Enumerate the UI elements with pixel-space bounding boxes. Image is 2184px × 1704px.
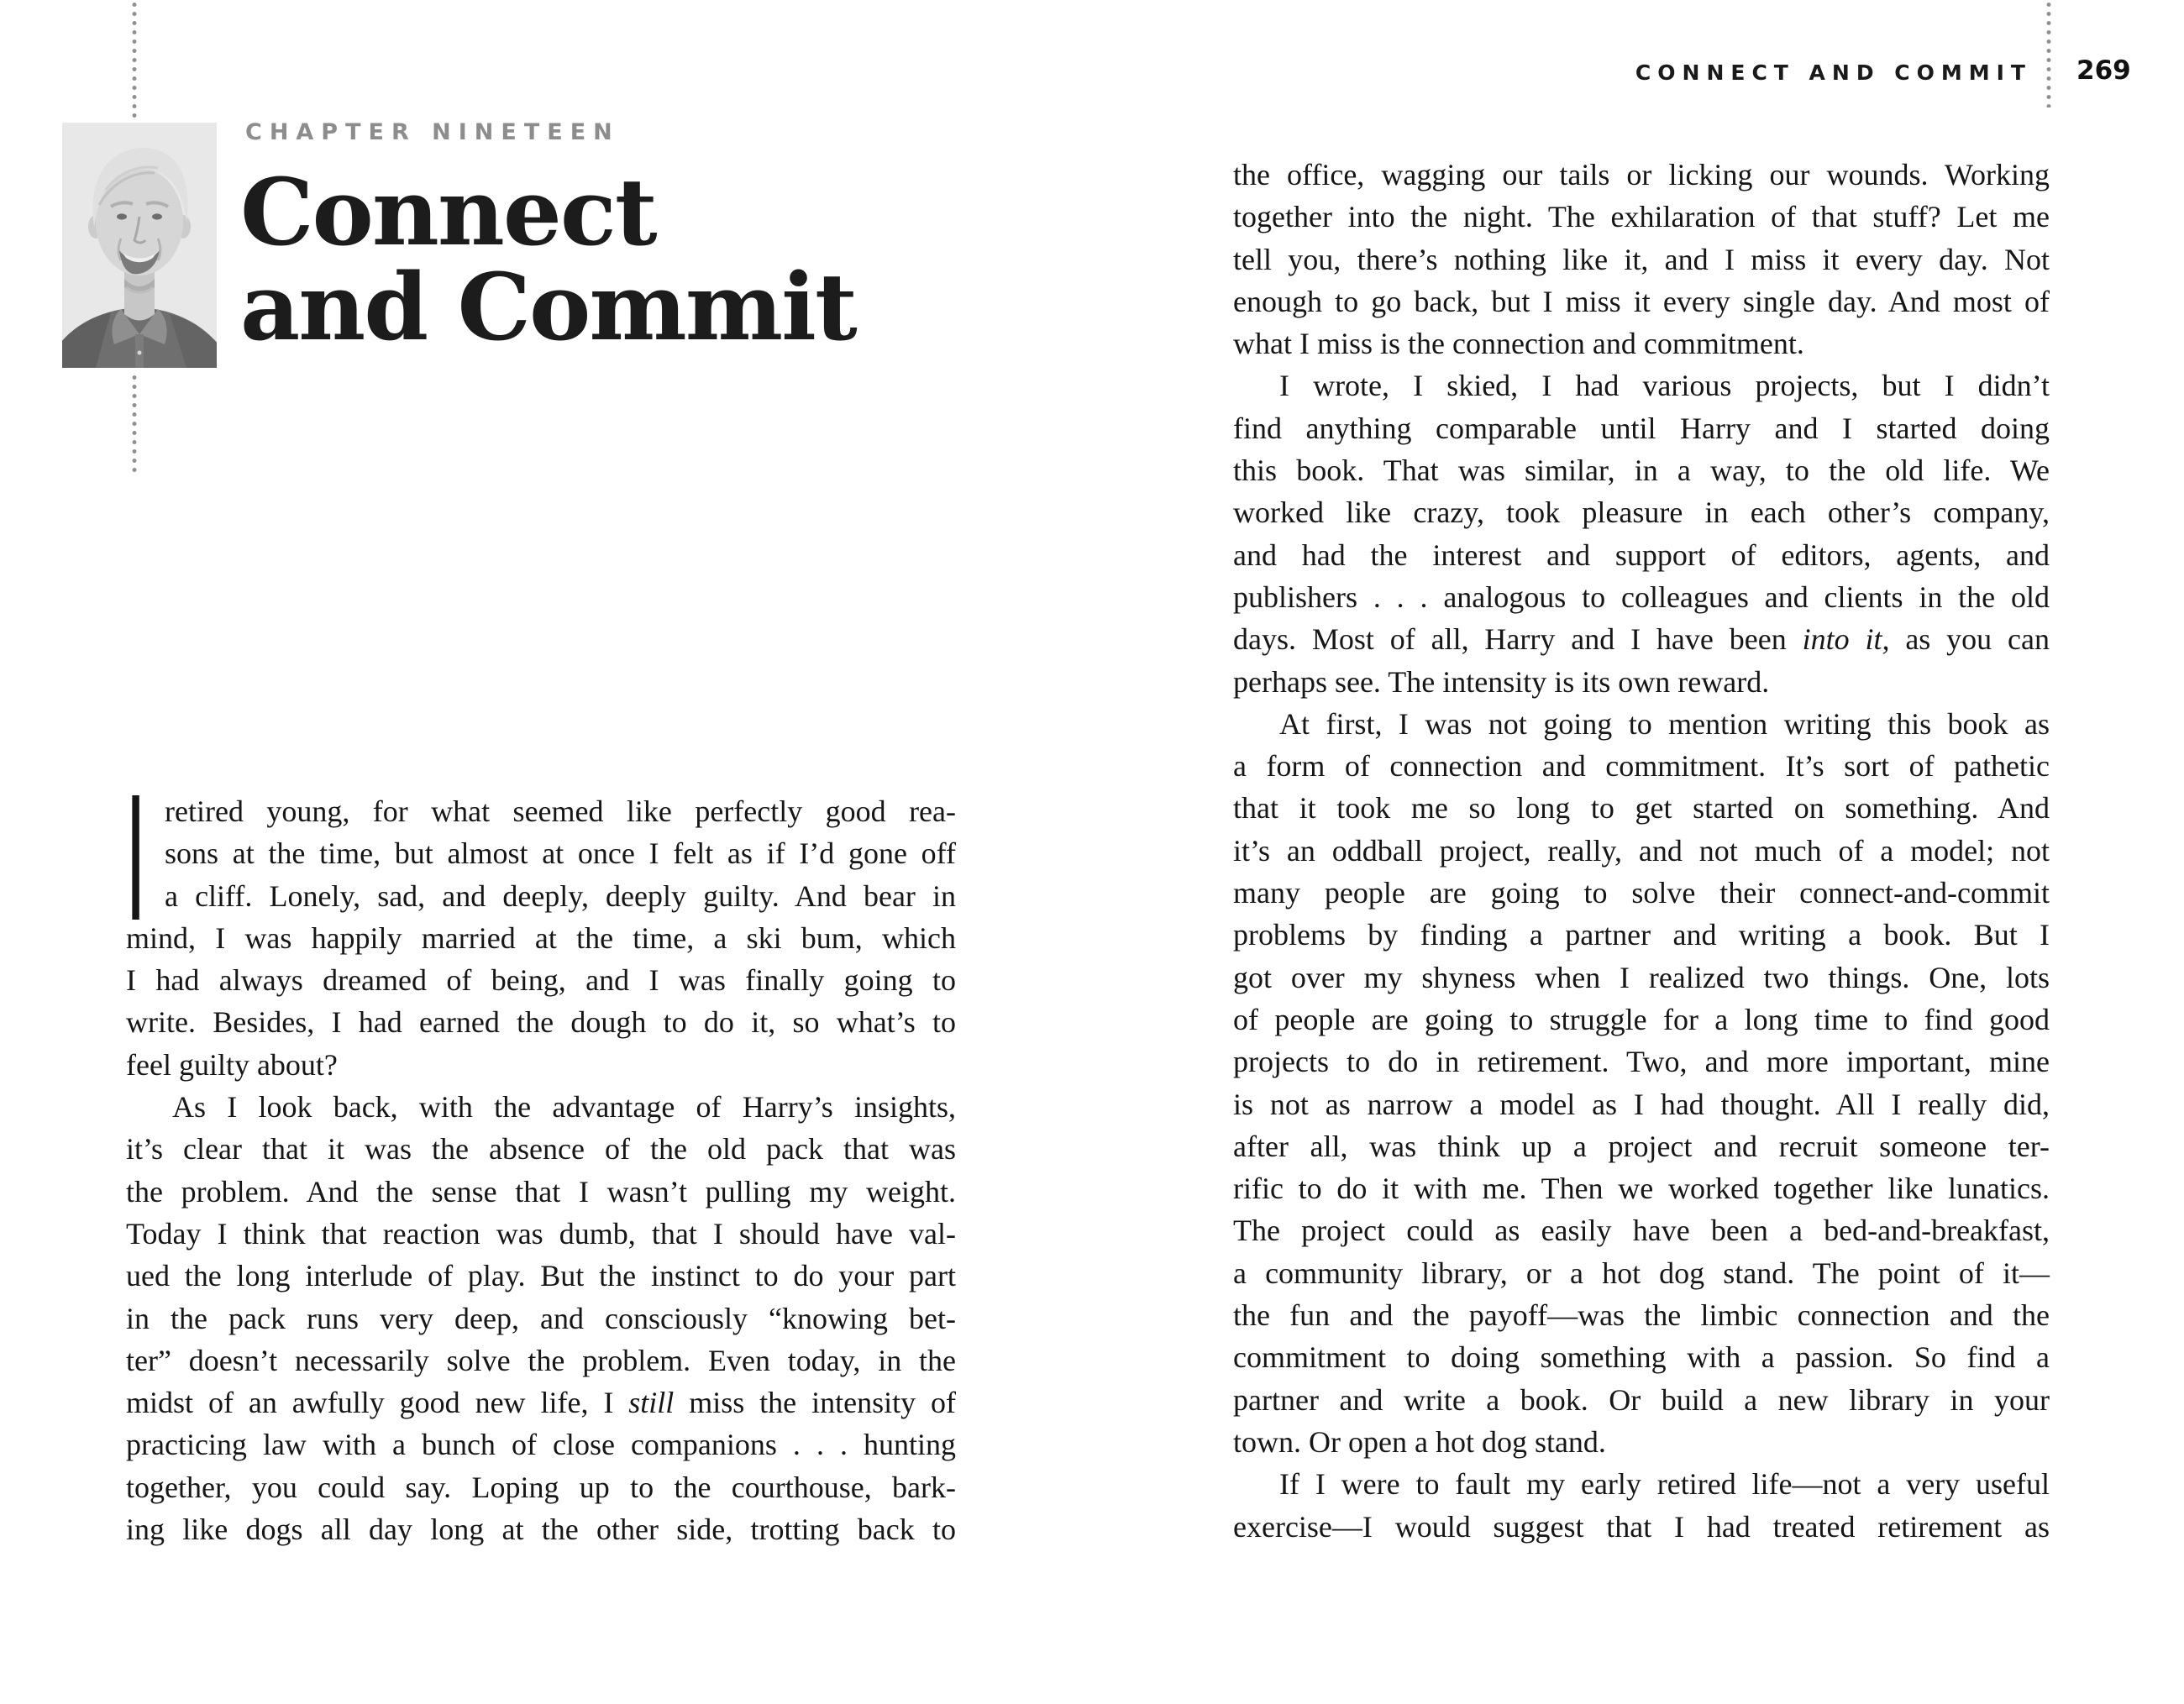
portrait-photo <box>62 123 217 368</box>
text-line: publishers . . . analogous to colleagues and clients in the old <box>1233 579 2050 614</box>
text-line: in the pack runs very deep, and consciously “knowing bet- <box>126 1301 956 1335</box>
text-line: exercise—I would suggest that I had treated retirement as <box>1233 1509 2050 1544</box>
text-line: tell you, there’s nothing like it, and I miss it every day. Not <box>1233 242 2050 276</box>
text-line: write. Besides, I had earned the dough to do it, so what’s to <box>126 1005 956 1040</box>
text-line: enough to go back, but I miss it every single day. And most of <box>1233 284 2050 318</box>
text-line: At first, I was not going to mention writing this book as <box>1279 706 2050 741</box>
text-line: the office, wagging our tails or licking our wounds. Working <box>1233 158 2050 191</box>
text-line: the fun and the payoff—was the limbic connection and the <box>1233 1298 2050 1333</box>
text-line: ing like dogs all day long at the other side, trotting back to <box>126 1513 956 1547</box>
text-line: days. Most of all, Harry and I have been into it, as you can <box>1233 622 2050 657</box>
text-line: sons at the time, but almost at once I felt as if I’d gone off <box>165 836 956 871</box>
text-line: I had always dreamed of being, and I was finally going to <box>126 963 956 998</box>
drop-cap-initial: I <box>125 762 147 960</box>
text-line: of people are going to struggle for a long time to find good <box>1233 1002 2050 1036</box>
text-line: a community library, or a hot dog stand. The point of it— <box>1233 1256 2050 1290</box>
text-line: is not as narrow a model as I had thought. All I really did, <box>1233 1087 2050 1121</box>
text-line: The project could as easily have been a bed-and-breakfast, <box>1233 1214 2050 1248</box>
right-text-column <box>1233 154 2050 1548</box>
portrait-illustration <box>62 123 217 368</box>
text-line: Today I think that reaction was dumb, that I should have val- <box>126 1216 956 1250</box>
text-line: partner and write a book. Or build a new library in your <box>1233 1382 2050 1417</box>
page-number: 269 <box>2076 55 2131 86</box>
text-line: problems by finding a partner and writing a book. But I <box>1233 918 2050 952</box>
text-line: after all, was think up a project and recruit someone ter- <box>1233 1129 2050 1163</box>
text-line: together, you could say. Loping up to the courthouse, bark- <box>126 1470 956 1504</box>
text-line: If I were to fault my early retired life—not a very useful <box>1279 1467 2050 1502</box>
text-line: town. Or open a hot dog stand. <box>1233 1424 1606 1459</box>
text-line: practicing law with a bunch of close companions . . . hunting <box>126 1428 956 1462</box>
text-line: As I look back, with the advantage of Harry’s insights, <box>172 1090 956 1125</box>
chapter-title-line1: Connect <box>240 158 656 266</box>
text-line: I wrote, I skied, I had various projects, but I didn’t <box>1279 369 2050 403</box>
text-line: got over my shyness when I realized two things. One, lots <box>1233 960 2050 994</box>
dotted-rule-header <box>2045 0 2052 107</box>
chapter-title <box>240 158 856 361</box>
text-line: rific to do it with me. Then we worked together like lunatics. <box>1233 1172 2050 1206</box>
text-line: commitment to doing something with a passion. So find a <box>1233 1340 2050 1375</box>
chapter-label: CHAPTER NINETEEN <box>245 119 620 145</box>
text-line: what I miss is the connection and commitment. <box>1233 327 1804 361</box>
text-line: feel guilty about? <box>126 1047 338 1082</box>
text-line: this book. That was similar, in a way, to the old life. We <box>1233 454 2050 488</box>
text-line: find anything comparable until Harry and I started doing <box>1233 411 2050 445</box>
text-line: ter” doesn’t necessarily solve the problem. Even today, in the <box>126 1343 956 1377</box>
text-line: mind, I was happily married at the time, a ski bum, which <box>126 920 956 955</box>
chapter-title-line2: and Commit <box>240 253 856 361</box>
text-line: it’s clear that it was the absence of the old pack that was <box>126 1132 956 1167</box>
text-line: projects to do in retirement. Two, and more important, mine <box>1233 1045 2050 1079</box>
text-line: midst of an awfully good new life, I still miss the intensity of <box>126 1386 956 1420</box>
running-header-title: CONNECT AND COMMIT <box>1635 60 2032 85</box>
text-line: it’s an oddball project, really, and not much of a model; not <box>1233 833 2050 868</box>
left-text-column <box>125 762 956 1550</box>
text-line: a form of connection and commitment. It’s sort of pathetic <box>1233 749 2050 784</box>
text-line: retired young, for what seemed like perfectly good rea- <box>165 794 956 828</box>
text-line: that it took me so long to get started on something. And <box>1233 791 2050 826</box>
text-line: and had the interest and support of editors, agents, and <box>1233 537 2050 572</box>
text-line: ued the long interlude of play. But the instinct to do your part <box>126 1259 956 1293</box>
dotted-rule-top-left <box>131 0 138 118</box>
text-line: many people are going to solve their connect-and-commit <box>1233 876 2050 910</box>
text-line: the problem. And the sense that I wasn’t pulling my weight. <box>126 1174 956 1209</box>
text-line: worked like crazy, took pleasure in each other’s company, <box>1233 495 2050 530</box>
text-line: a cliff. Lonely, sad, and deeply, deeply guilty. And bear in <box>165 878 956 913</box>
text-line: perhaps see. The intensity is its own reward. <box>1233 664 1770 699</box>
text-line: together into the night. The exhilaration of that stuff? Let me <box>1233 200 2050 234</box>
dotted-rule-bottom-left <box>131 373 138 475</box>
